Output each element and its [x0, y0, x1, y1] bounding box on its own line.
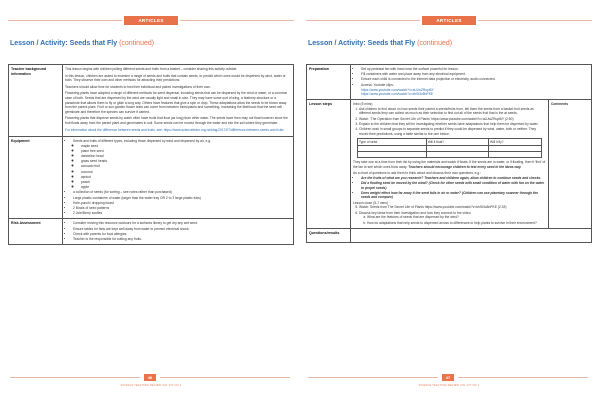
intro-heading: Intro (5 mins): [353, 101, 373, 106]
list-item: 4. Children work in small groups to separate seeds to predict if they could be dispersed by wind, water, both or neither. They record their predictions, using a table similar to the one below:: [359, 127, 546, 136]
prediction-table: [357, 138, 542, 158]
row-label: Teacher background information: [9, 65, 63, 137]
preparation-cell: [351, 65, 592, 100]
rubric-rule: [306, 20, 420, 21]
steps-list: [353, 107, 546, 137]
list-item: b. How do adaptations that help seeds to dispersed across to differences to help plants to survive in their environment?: [367, 221, 546, 226]
paragraph: [353, 160, 546, 169]
list-item: • Consider moving this resource outdoors for a surfaces library to get dry any wet seed.: [73, 221, 291, 226]
title-main: Lesson / Activity: Seeds that Fly: [10, 40, 118, 47]
page-title: [308, 40, 452, 47]
title-continued: (continued): [119, 40, 155, 47]
footer-text: SCIENCE TEACHING REVIEW VOL 107 NO 1: [120, 384, 182, 387]
list-item: • Fill containers with water and place away from any electrical equipment.: [361, 72, 589, 77]
lesson-table: [306, 64, 592, 243]
table-row: [358, 139, 542, 146]
questions-cell: [351, 228, 592, 242]
table-cell: [489, 152, 542, 158]
list-item: • Check with parents for food allergies.: [73, 232, 291, 237]
page-number: 46: [144, 374, 156, 381]
page-footer: [8, 374, 294, 394]
table-cell: [426, 152, 488, 158]
risk-list: [65, 221, 291, 241]
list-item: • Are the fruits of what are you research? Teachers and children again, allow children to continue seeds and checks.: [361, 176, 546, 181]
table-row: [9, 65, 294, 137]
right-page: [306, 0, 592, 400]
sub-question-list: [359, 215, 546, 225]
list-item: • Access: Youtube clips:: [361, 83, 589, 88]
list-item: • a collection of seeds (for sorting – see notes rather than purchased): [73, 190, 291, 195]
title-main: Lesson / Activity: Seeds that Fly: [308, 40, 416, 47]
list-item: • Hole-punch/ dropping board: [73, 201, 291, 206]
list-item: • Did a floating seed be moved by the wind? (Check for other seeds with small condition of water with fan on the water to propel seeds): [361, 181, 546, 190]
table-header: Will it fly?: [489, 139, 542, 146]
table-header: Type of seed: [358, 139, 427, 146]
list-item: 5. Watch: Seeds from The Secret Life of Plants https://www.youtube.com/watch?v=khSt3o8nPKE (2:33): [359, 205, 546, 210]
page-title: [10, 40, 154, 47]
list-item: • Ensure tables for fans are kept well away from water to prevent electrical shock.: [73, 227, 291, 232]
list-item: ◦ peach: [81, 180, 291, 185]
question-list: [353, 176, 546, 200]
paragraph: Teachers should allow time for students to test their individual and paired investigations of their own.: [65, 84, 211, 89]
text-span: They take one at a time from their list by using the materials and watch if floats. If the seeds are in water, or if floating, then it 'find' of the fan to see which ones blow away.: [353, 160, 546, 169]
table-header: Will it float?: [426, 139, 488, 146]
equipment-cell: [63, 137, 294, 219]
table-row: [9, 219, 294, 245]
list-item: [359, 211, 546, 226]
equipment-list: [65, 139, 291, 216]
row-label: Lesson steps: [307, 99, 351, 228]
list-item-text: Seeds and fruits of different types, including those dispersed by wind and dispersed by air, e.g.: [73, 139, 211, 144]
list-item: 3. Explain to the children that they will be investigating whether seeds have adaptations that help them be dispersed by water.: [359, 122, 546, 127]
rubric-rule: [478, 20, 592, 21]
page-footer: [306, 374, 592, 394]
table-cell: [358, 152, 427, 158]
list-item: [73, 139, 291, 190]
list-item: ◦ avocado fruit: [81, 164, 291, 169]
rubric-rule: [180, 20, 294, 21]
lesson-table: [8, 64, 294, 245]
closing-steps-list: [353, 205, 546, 225]
footer-rule: [10, 377, 140, 378]
list-item: 2. Watch: 'The Operation from Secret Life of Plants' https://www.youtube.com/watch?v=aUJwZRupt6Y (2:50): [359, 117, 546, 122]
left-page: [8, 0, 294, 400]
rubric-rule: [8, 20, 122, 21]
comments-label: Comments: [551, 101, 569, 106]
list-item: a. What are the features of seeds that are dispersed by the wind?: [367, 215, 546, 220]
list-item: ◦ dandelion head: [81, 154, 291, 159]
table-row: [358, 152, 542, 158]
lesson-close-heading: Lesson close (5-7 mins): [353, 200, 388, 205]
list-item-text: Discuss key ideas from their investigation and how they connect to the video:: [359, 210, 472, 215]
table-row: [9, 137, 294, 219]
list-item: 1. Ask children to find about on how seeds their parent a seeds/fruits from, tell them the seeds from a basket fruit seeds as different seeds they can collect as much as their selection to find out all of the seeds fruit that is the at seeds.: [359, 107, 546, 116]
title-continued: (continued): [417, 40, 453, 47]
list-item: • Teacher is the responsible for cutting any fruits.: [73, 237, 291, 242]
section-rubric: ARTICLES: [422, 16, 476, 25]
footer-rule: [458, 377, 588, 378]
page-number: 47: [442, 374, 454, 381]
row-label: Risk Assessment: [9, 219, 63, 245]
list-item: ◦ apricot: [81, 175, 291, 180]
background-cell: [63, 65, 294, 137]
paragraph: This lesson begins with children pulling different seeds and fruits from a basket – consider sharing this activity outside.: [65, 67, 238, 71]
footer-rule: [160, 377, 290, 378]
footer-text: SCIENCE TEACHING REVIEW VOL 107 NO 1: [418, 384, 480, 387]
row-label: Preparation: [307, 65, 351, 100]
list-item: ◦ maple seed: [81, 144, 291, 149]
paragraph: Flowering plants that disperse seeds by water often have fruits that float (as long) than other water. The seeds have then may not float however since the fruit floats away from the parent plant and germinates in soil. Some seeds can be moved through the water and into the soil where they germinate.: [65, 116, 288, 125]
list-item: • 2 Jute/Berry soufles: [73, 211, 291, 216]
list-item: ◦ grass seed heads: [81, 159, 291, 164]
list-item: • Large plastic containers of water (larger than the water tray OR 2 to 3 large plastic tubs): [73, 196, 291, 201]
paragraph: As a chart of questions to ask them to think about and discuss their own questions, e.g.:: [353, 171, 482, 176]
list-item: ◦ plane tree seed: [81, 149, 291, 154]
table-row: [307, 228, 592, 242]
table-row: [307, 99, 592, 228]
risk-cell: [63, 219, 294, 245]
preparation-list: [353, 67, 589, 87]
list-item: • Ensure each child is connected to the internet data projection or electricity, audio connected.: [361, 77, 589, 82]
list-item: • Does weight effect how far away it the seed falls in air or water? (Children can use planetary scanner through the seeds and compare): [361, 191, 546, 200]
row-label: Equipment: [9, 137, 63, 219]
seed-list: [73, 144, 291, 190]
list-item: • Set up pedestal fan with hand near the surface powerful for lesson.: [361, 67, 589, 72]
video-link[interactable]: https://www.youtube.com/watch?v=aUJwZRupt6Y: [361, 87, 434, 92]
table-row: [307, 65, 592, 100]
steps-cell: [351, 99, 549, 228]
footer-rule: [308, 377, 438, 378]
paragraph-link[interactable]: For information about the difference between seeds and fruits, see: https://www.sciencelearn.org.nz/blog/2017/07/difference-between-seeds-and-fruits: [65, 127, 284, 132]
paragraph: In this lesson, children are asked to examine a range of seeds and fruits that contain seeds, to predict which ones would be dispersed by wind, water or both. They observe their own and other methods for attracting their predictions.: [65, 73, 286, 83]
video-link[interactable]: https://www.youtube.com/watch?v=khSt3o8nPKE: [361, 92, 434, 97]
paragraph: Flowering plants have adopted a range of different methods for seed dispersal, including seeds that can be dispersed by the wind or water, or a common case of both. Seeds that are dispersed by the wind are usually light and small in size. They may have some sort of wing, a feathery structure or a parachute that allows them to fly or glide a long way. Others have features that give a spin or drop. These adaptations allow the seeds to be blown away from the parent plant. Fruit or sun-garden flower tests can come from between birds/plants and something, increasing the likelihood that the seed will germinate and therefore the species can survive if carried.: [65, 91, 288, 114]
list-item: ◦ apple: [81, 185, 291, 190]
list-item: • 2 Bowls of seed patterns: [73, 206, 291, 211]
emphasis-text: Teachers should encourage children to test every seed in the ideas way.: [408, 164, 522, 169]
list-item: ◦ coconut: [81, 170, 291, 175]
comments-cell: [549, 99, 592, 228]
row-label: Questions/results: [307, 228, 351, 242]
section-rubric: ARTICLES: [124, 16, 178, 25]
